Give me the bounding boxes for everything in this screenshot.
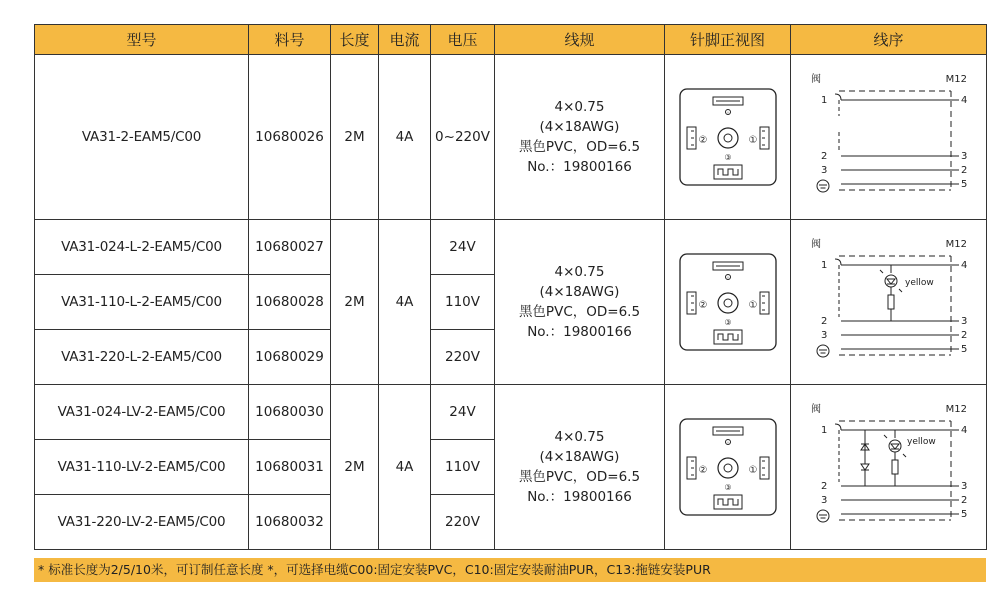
model-cell: VA31-220-L-2-EAM5/C00 <box>35 330 249 385</box>
pin-3-label: ③ <box>723 483 732 492</box>
valve-pin-1: 1 <box>820 425 827 436</box>
voltage-cell: 220V <box>431 495 495 550</box>
resistor-icon <box>888 295 894 309</box>
current-cell: 4A <box>379 55 431 220</box>
cable-number: No.：19800166 <box>527 159 632 175</box>
m12-pin-4: 4 <box>960 260 967 271</box>
ground-label: ⏚ <box>725 275 730 280</box>
model-cell: VA31-110-LV-2-EAM5/C00 <box>35 440 249 495</box>
footnote: * 标准长度为2/5/10米，可订制任意长度 *，可选择电缆C00:固定安装PVC，C10:固定安装耐油PUR，C13:拖链安装PUR <box>34 558 986 582</box>
m12-pin-5: 5 <box>960 179 967 190</box>
connector-label: M12 <box>945 239 967 250</box>
current-cell: 4A <box>379 220 431 385</box>
connector-pin-diagram <box>678 87 778 187</box>
connector-pin-diagram <box>678 252 778 352</box>
model-cell: VA31-2-EAM5/C00 <box>35 55 249 220</box>
cable-jacket: 黑色PVC，OD=6.5 <box>518 469 641 485</box>
cable-size: 4×0.75 <box>554 429 605 445</box>
part-no-cell: 10680031 <box>249 440 331 495</box>
m12-pin-4: 4 <box>960 425 967 436</box>
wiring-diagram <box>809 402 969 532</box>
led-icon <box>889 440 901 452</box>
valve-pin-2: 2 <box>820 151 827 162</box>
led-color-label: yellow <box>906 437 936 447</box>
m12-pin-4: 4 <box>960 95 967 106</box>
part-no-cell: 10680032 <box>249 495 331 550</box>
valve-pin-2: 2 <box>820 481 827 492</box>
cable-awg: (4×18AWG) <box>539 284 620 300</box>
diode-icon <box>861 464 869 470</box>
resistor-icon <box>892 460 898 474</box>
voltage-cell: 110V <box>431 440 495 495</box>
table-row <box>35 385 987 440</box>
voltage-cell: 24V <box>431 385 495 440</box>
pin-view-cell <box>665 385 791 550</box>
led-icon <box>885 275 897 287</box>
cable-size: 4×0.75 <box>554 264 605 280</box>
wiring-cell <box>791 220 987 385</box>
header-model: 型号 <box>35 25 249 55</box>
cable-awg: (4×18AWG) <box>539 449 620 465</box>
part-no-cell: 10680028 <box>249 275 331 330</box>
voltage-cell: 110V <box>431 275 495 330</box>
model-cell: VA31-024-L-2-EAM5/C00 <box>35 220 249 275</box>
pin-view-cell <box>665 220 791 385</box>
model-cell: VA31-220-LV-2-EAM5/C00 <box>35 495 249 550</box>
m12-pin-3: 3 <box>960 481 967 492</box>
header-current: 电流 <box>379 25 431 55</box>
valve-pin-3: 3 <box>820 495 827 506</box>
pin-1-label: ① <box>748 300 757 311</box>
voltage-cell: 220V <box>431 330 495 385</box>
pin-2-label: ② <box>698 300 707 311</box>
ground-label: ⏚ <box>725 440 730 445</box>
length-cell: 2M <box>331 385 379 550</box>
wiring-cell <box>791 55 987 220</box>
connector-label: M12 <box>945 74 967 85</box>
cable-spec-cell <box>495 385 665 550</box>
connector-pin-diagram <box>678 417 778 517</box>
valve-pin-3: 3 <box>820 330 827 341</box>
part-no-cell: 10680030 <box>249 385 331 440</box>
header-pin-view: 针脚正视图 <box>665 25 791 55</box>
valve-label: 阀 <box>810 239 821 250</box>
table-row <box>35 220 987 275</box>
part-no-cell: 10680029 <box>249 330 331 385</box>
length-cell: 2M <box>331 220 379 385</box>
cable-size: 4×0.75 <box>554 99 605 115</box>
m12-pin-3: 3 <box>960 151 967 162</box>
pin-1-label: ① <box>748 465 757 476</box>
header-cable: 线规 <box>495 25 665 55</box>
m12-pin-2: 2 <box>960 165 967 176</box>
voltage-cell: 0~220V <box>431 55 495 220</box>
ground-label: ⏚ <box>725 110 730 115</box>
pin-3-label: ③ <box>723 153 732 162</box>
part-no-cell: 10680027 <box>249 220 331 275</box>
pin-3-label: ③ <box>723 318 732 327</box>
led-color-label: yellow <box>904 278 934 288</box>
m12-pin-5: 5 <box>960 509 967 520</box>
valve-pin-3: 3 <box>820 165 827 176</box>
valve-pin-1: 1 <box>820 260 827 271</box>
voltage-cell: 24V <box>431 220 495 275</box>
valve-label: 阀 <box>810 404 821 415</box>
wiring-cell <box>791 385 987 550</box>
m12-pin-3: 3 <box>960 316 967 327</box>
header-wiring: 线序 <box>791 25 987 55</box>
m12-pin-2: 2 <box>960 495 967 506</box>
length-cell: 2M <box>331 55 379 220</box>
header-part-no: 料号 <box>249 25 331 55</box>
connector-label: M12 <box>945 404 967 415</box>
model-cell: VA31-110-L-2-EAM5/C00 <box>35 275 249 330</box>
pin-2-label: ② <box>698 465 707 476</box>
model-cell: VA31-024-LV-2-EAM5/C00 <box>35 385 249 440</box>
cable-jacket: 黑色PVC，OD=6.5 <box>518 304 641 320</box>
wiring-diagram <box>809 72 969 202</box>
valve-pin-2: 2 <box>820 316 827 327</box>
cable-number: No.：19800166 <box>527 324 632 340</box>
wiring-diagram <box>809 237 969 367</box>
pin-view-cell <box>665 55 791 220</box>
valve-pin-1: 1 <box>820 95 827 106</box>
cable-jacket: 黑色PVC，OD=6.5 <box>518 139 641 155</box>
cable-spec-cell <box>495 220 665 385</box>
part-no-cell: 10680026 <box>249 55 331 220</box>
pin-2-label: ② <box>698 135 707 146</box>
m12-pin-2: 2 <box>960 330 967 341</box>
current-cell: 4A <box>379 385 431 550</box>
cable-spec-cell <box>495 55 665 220</box>
valve-label: 阀 <box>810 74 821 85</box>
header-voltage: 电压 <box>431 25 495 55</box>
m12-pin-5: 5 <box>960 344 967 355</box>
table-row <box>35 55 987 220</box>
cable-awg: (4×18AWG) <box>539 119 620 135</box>
cable-number: No.：19800166 <box>527 489 632 505</box>
header-row <box>35 25 987 55</box>
pin-1-label: ① <box>748 135 757 146</box>
product-spec-table <box>34 24 987 550</box>
header-length: 长度 <box>331 25 379 55</box>
